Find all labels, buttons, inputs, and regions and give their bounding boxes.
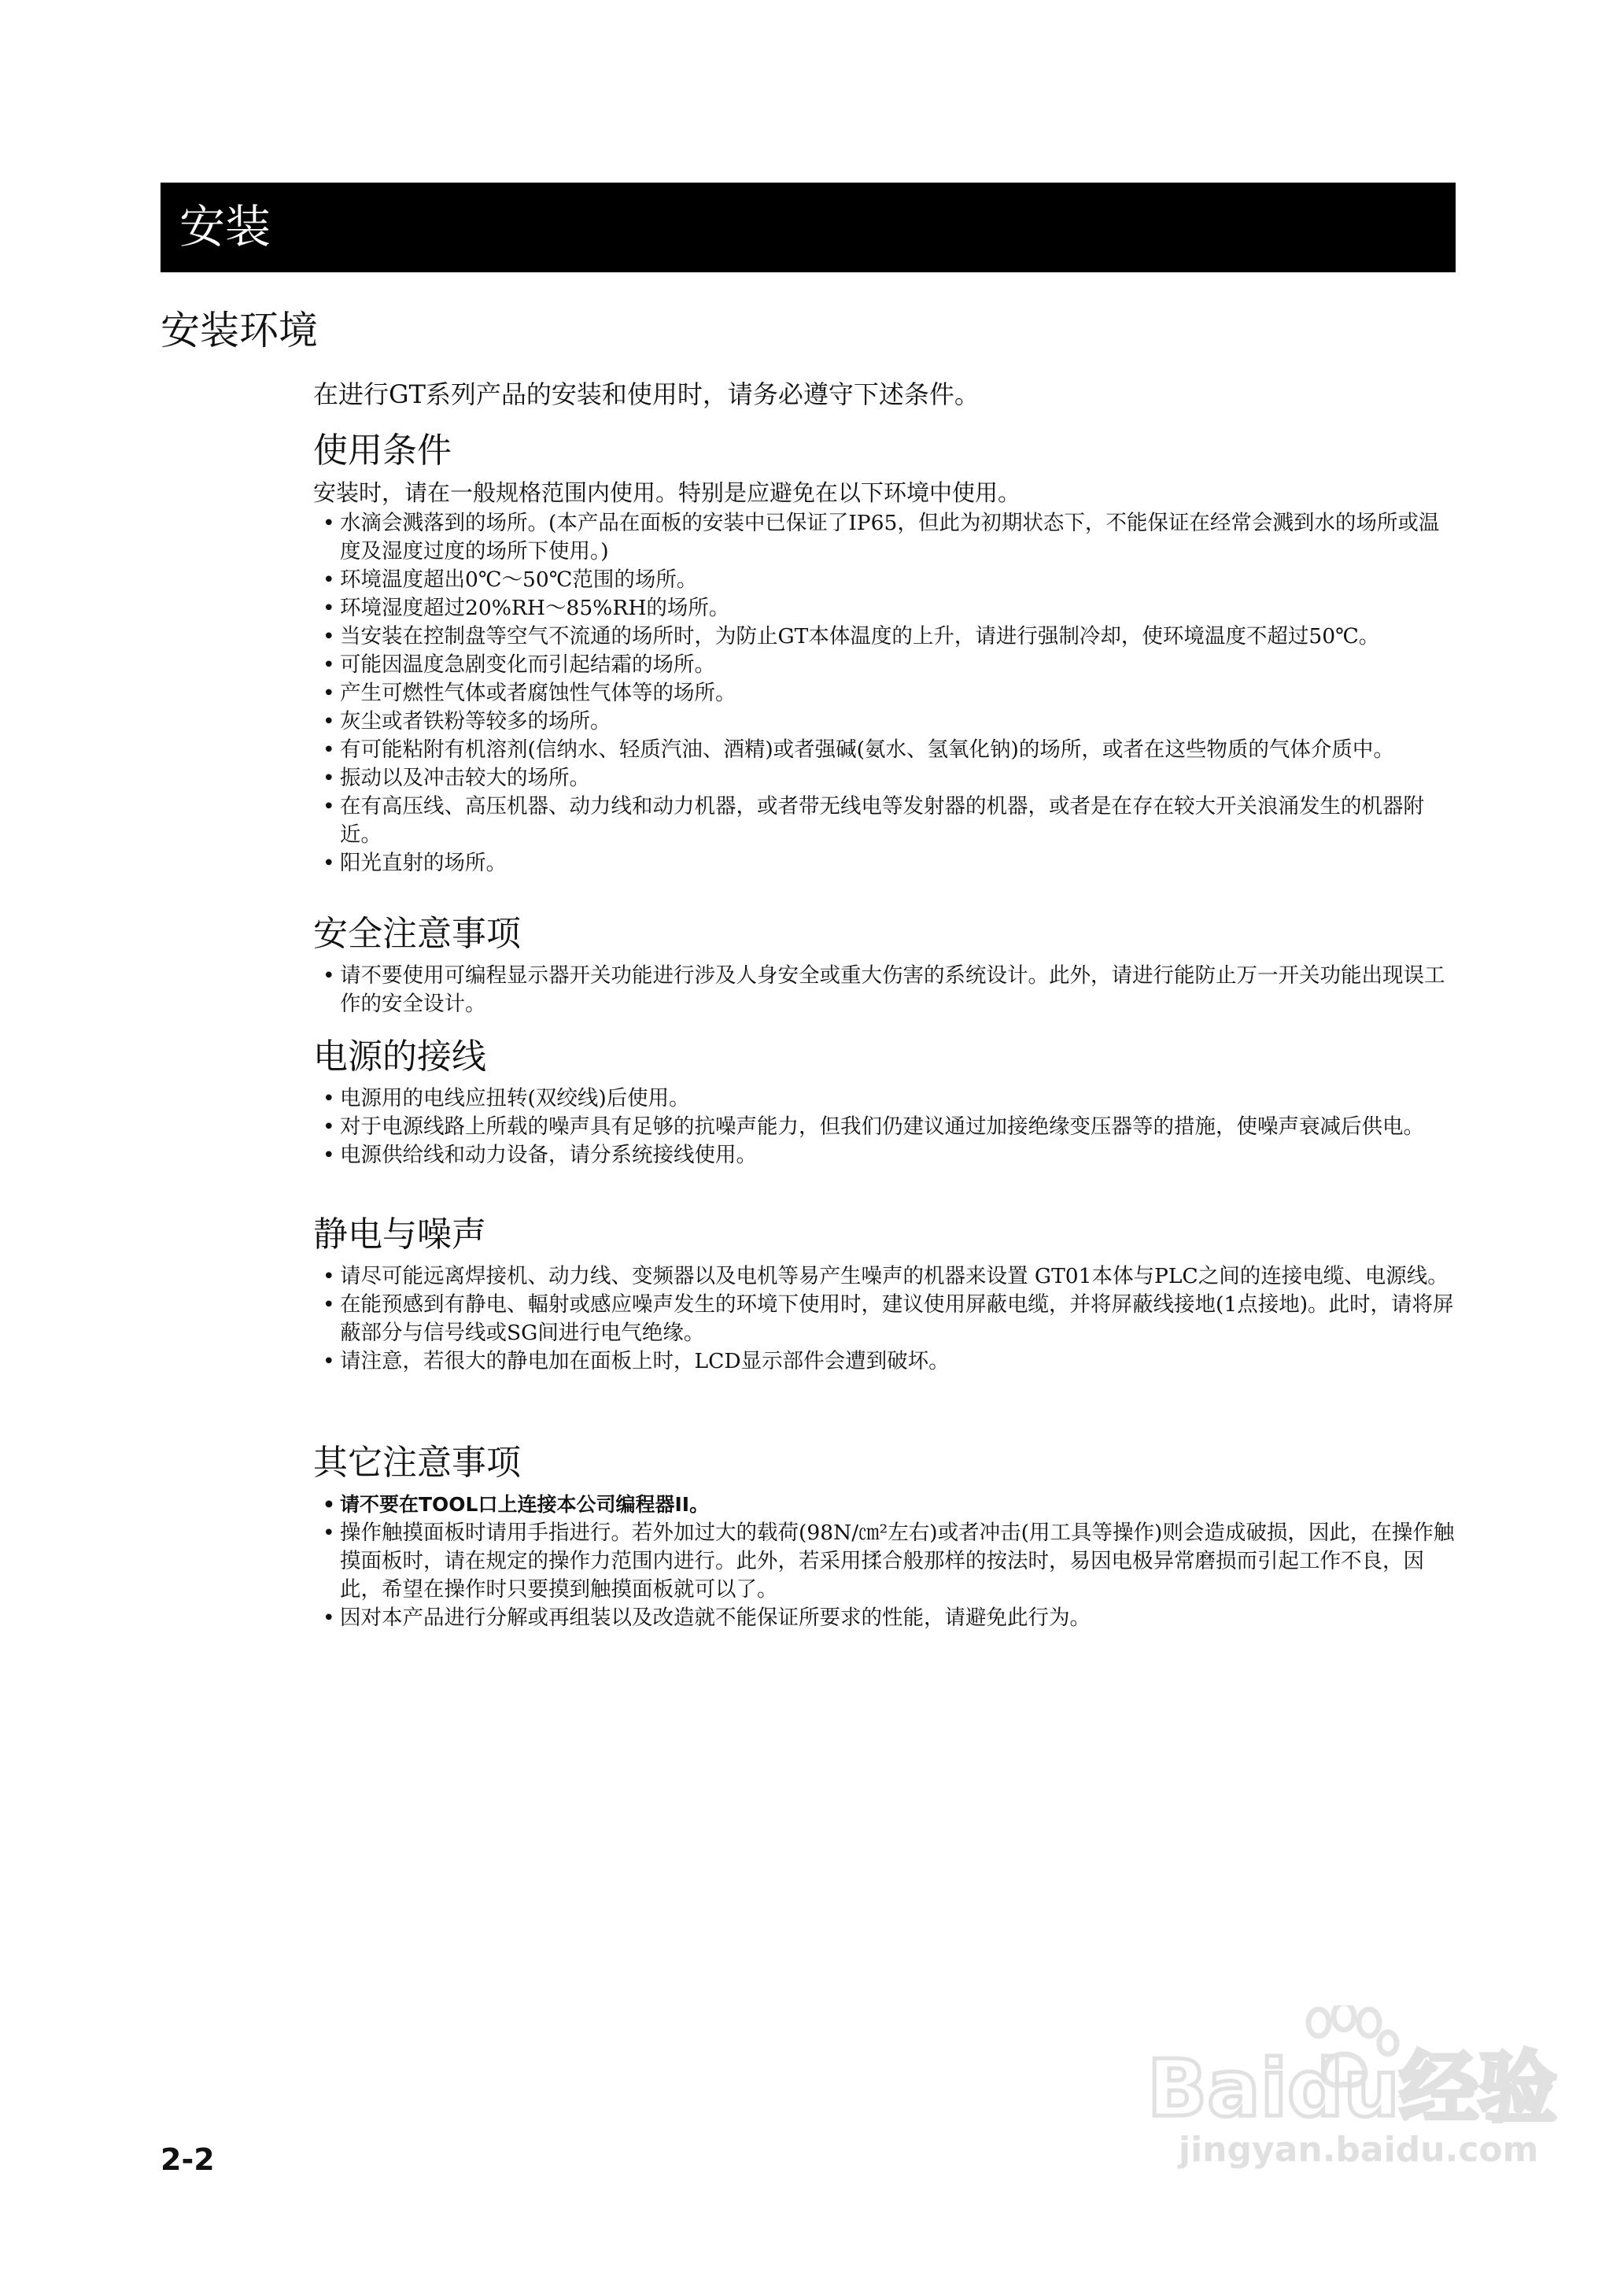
subsection-title: 静电与噪声 xyxy=(313,1214,486,1255)
list-item: • 振动以及冲击较大的场所。 xyxy=(313,764,1456,793)
section-intro: 在进行GT系列产品的安装和使用时，请务必遵守下述条件。 xyxy=(313,379,980,409)
list-item: • 因对本产品进行分解或再组装以及改造就不能保证所要求的性能，请避免此行为。 xyxy=(313,1604,1456,1632)
page-number: 2-2 xyxy=(161,2142,215,2177)
subsection-title: 安全注意事项 xyxy=(313,914,521,954)
list-item: • 请注意，若很大的静电加在面板上时，LCD显示部件会遭到破坏。 xyxy=(313,1347,1456,1376)
list-item: • 可能因温度急剧变化而引起结霜的场所。 xyxy=(313,651,1456,679)
list-item: • 操作触摸面板时请用手指进行。若外加过大的载荷(98N/㎝²左右)或者冲击(用工具等操作)则会造成破损，因此，在操作触摸面板时，请在规定的操作力范围内进行。此外，若采用揉合般那样的按法时，易因电极异常磨损而引起工作不良，因此，希望在操作时只要摸到触摸面板就可以了。 xyxy=(313,1519,1456,1604)
list-item: • 有可能粘附有机溶剂(信纳水、轻质汽油、酒精)或者强碱(氨水、氢氧化钠)的场所，或者在这些物质的气体介质中。 xyxy=(313,736,1456,764)
subsection-safety-notes xyxy=(313,911,1456,1018)
list-item: • 环境温度超出0℃～50℃范围的场所。 xyxy=(313,566,1456,594)
subsection-power-wiring xyxy=(313,1034,1456,1170)
watermark-logo-text: Baidu经验 xyxy=(1147,2042,1557,2123)
subsection-other-notes xyxy=(313,1440,1456,1632)
watermark-url: jingyan.baidu.com xyxy=(1179,2130,1539,2170)
list-item: • 请不要在TOOL口上连接本公司编程器II。 xyxy=(313,1491,1456,1519)
subsection-lead: 安装时，请在一般规格范围内使用。特别是应避免在以下环境中使用。 xyxy=(313,479,1021,506)
list-item: • 阳光直射的场所。 xyxy=(313,849,1456,878)
subsection-title: 使用条件 xyxy=(313,431,452,471)
baidu-paw-logo xyxy=(1147,2005,1572,2123)
list-item: • 请尽可能远离焊接机、动力线、变频器以及电机等易产生噪声的机器来设置 GT01本体与PLC之间的连接电缆、电源线。 xyxy=(313,1262,1456,1291)
section-title: 安装环境 xyxy=(161,308,318,353)
chapter-title: 安装 xyxy=(179,200,271,253)
list-item: • 当安装在控制盘等空气不流通的场所时，为防止GT本体温度的上升，请进行强制冷却，使环境温度不超过50℃。 xyxy=(313,623,1456,651)
list-item: • 电源用的电线应扭转(双绞线)后使用。 xyxy=(313,1085,1456,1113)
list-item: • 请不要使用可编程显示器开关功能进行涉及人身安全或重大伤害的系统设计。此外，请进行能防止万一开关功能出现误工作的安全设计。 xyxy=(313,962,1456,1018)
subsection-usage-conditions xyxy=(313,428,1456,878)
list-item: • 在能预感到有静电、輻射或感应噪声发生的环境下使用时，建议使用屏蔽电缆，并将屏蔽线接地(1点接地)。此时，请将屏蔽部分与信号线或SG间进行电气绝缘。 xyxy=(313,1291,1456,1347)
list-item: • 灰尘或者铁粉等较多的场所。 xyxy=(313,708,1456,736)
list-item: • 环境湿度超过20%RH～85%RH的场所。 xyxy=(313,594,1456,623)
baidu-watermark xyxy=(1147,2005,1572,2179)
list-item: • 产生可燃性气体或者腐蚀性气体等的场所。 xyxy=(313,679,1456,708)
chapter-header-bar xyxy=(161,183,1456,272)
list-item: • 水滴会溅落到的场所。(本产品在面板的安装中已保证了IP65，但此为初期状态下，不能保证在经常会溅到水的场所或温度及湿度过度的场所下使用。) xyxy=(313,509,1456,566)
list-item: • 在有高压线、高压机器、动力线和动力机器，或者带无线电等发射器的机器，或者是在存在较大开关浪涌发生的机器附近。 xyxy=(313,793,1456,849)
list-item: • 对于电源线路上所载的噪声具有足够的抗噪声能力，但我们仍建议通过加接绝缘变压器等的措施，使噪声衰减后供电。 xyxy=(313,1113,1456,1141)
subsection-title: 其它注意事项 xyxy=(313,1443,521,1483)
list-item: • 电源供给线和动力设备，请分系统接线使用。 xyxy=(313,1141,1456,1170)
subsection-static-noise xyxy=(313,1212,1456,1376)
subsection-title: 电源的接线 xyxy=(313,1037,486,1077)
